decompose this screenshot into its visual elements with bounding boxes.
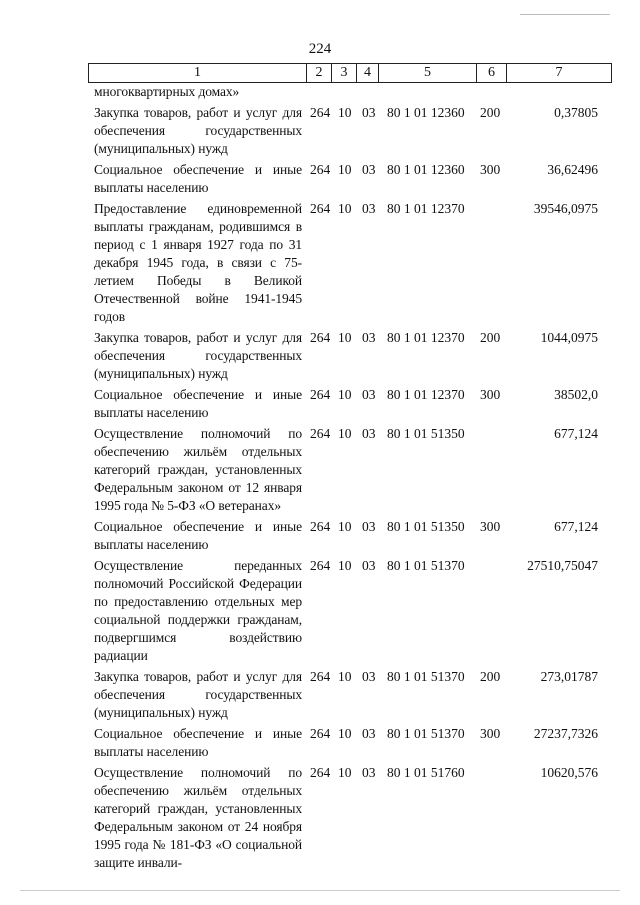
row-cell-c3: 10 [338,201,352,216]
row-cell-c2: 264 [310,426,331,441]
row-cell-c5: 80 1 01 51370 [387,726,465,741]
row-cell-c7: 677,124 [554,519,598,534]
scan-edge-mark [520,14,610,15]
table-row [0,329,640,383]
table-row [0,425,640,515]
row-cell-c7: 27237,7326 [533,726,598,741]
table-row [0,386,640,422]
row-cell-c4: 03 [362,162,376,177]
row-cell-c2: 264 [310,162,331,177]
row-cell-c3: 10 [338,765,352,780]
row-cell-c2: 264 [310,669,331,684]
row-description: Социальное обеспечение и иные выплаты населению [94,162,302,195]
row-cell-c5: 80 1 01 12370 [387,330,465,345]
table-body [0,83,640,875]
table-row [0,161,640,197]
header-col-4: 4 [357,64,379,83]
row-cell-c4: 03 [362,519,376,534]
row-description: Закупка товаров, работ и услуг для обеспечения государственных (муниципальных) нужд [94,669,302,720]
row-cell-c4: 03 [362,426,376,441]
table-row [0,518,640,554]
row-cell-c5: 80 1 01 12360 [387,162,465,177]
row-cell-c7: 273,01787 [540,669,598,684]
row-cell-c7: 10620,576 [540,765,598,780]
row-cell-c4: 03 [362,201,376,216]
row-cell-c3: 10 [338,426,352,441]
row-cell-c3: 10 [338,162,352,177]
row-cell-c2: 264 [310,519,331,534]
table-row [0,668,640,722]
table-row [0,104,640,158]
row-cell-c6: 300 [480,162,501,177]
header-col-5: 5 [379,64,477,83]
row-cell-c5: 80 1 01 51370 [387,669,465,684]
row-cell-c6: 300 [480,726,501,741]
row-cell-c3: 10 [338,558,352,573]
row-cell-c3: 10 [338,669,352,684]
row-cell-c3: 10 [338,726,352,741]
row-cell-c2: 264 [310,558,331,573]
row-description: Осуществление переданных полномочий Российской Федерации по предоставлению отдельных мер социальной поддержки гражданам, подвергшимся воздействию радиации [94,558,302,663]
row-cell-c5: 80 1 01 12360 [387,105,465,120]
row-description: Социальное обеспечение и иные выплаты населению [94,387,302,420]
row-description: Социальное обеспечение и иные выплаты населению [94,519,302,552]
row-cell-c4: 03 [362,726,376,741]
row-description: многоквартирных домах» [94,84,240,99]
table-header [88,63,612,83]
row-cell-c2: 264 [310,201,331,216]
row-cell-c6: 200 [480,105,501,120]
row-cell-c5: 80 1 01 12370 [387,201,465,216]
row-cell-c3: 10 [338,387,352,402]
row-cell-c5: 80 1 01 51760 [387,765,465,780]
header-col-6: 6 [477,64,507,83]
header-col-2: 2 [307,64,332,83]
row-cell-c4: 03 [362,330,376,345]
row-cell-c2: 264 [310,726,331,741]
row-cell-c4: 03 [362,765,376,780]
row-cell-c2: 264 [310,330,331,345]
row-description: Закупка товаров, работ и услуг для обеспечения государственных (муниципальных) нужд [94,330,302,381]
row-cell-c7: 36,62496 [547,162,598,177]
row-cell-c3: 10 [338,105,352,120]
row-description: Закупка товаров, работ и услуг для обеспечения государственных (муниципальных) нужд [94,105,302,156]
row-cell-c3: 10 [338,330,352,345]
page-number: 224 [308,41,332,57]
row-description: Осуществление полномочий по обеспечению жильём отдельных категорий граждан, установленных Федеральным законом от 24 ноября 1995 года № 181-ФЗ «О социальной защите инвали- [94,765,302,870]
row-cell-c6: 200 [480,330,501,345]
row-cell-c5: 80 1 01 51370 [387,558,465,573]
row-cell-c5: 80 1 01 51350 [387,426,465,441]
row-description: Социальное обеспечение и иные выплаты населению [94,726,302,759]
row-cell-c4: 03 [362,105,376,120]
header-col-1: 1 [89,64,307,83]
row-description: Осуществление полномочий по обеспечению жильём отдельных категорий граждан, установленных Федеральным законом от 12 января 1995 года № 5-ФЗ «О ветеранах» [94,426,302,513]
row-cell-c4: 03 [362,387,376,402]
table-row [0,764,640,872]
header-col-7: 7 [507,64,612,83]
row-cell-c7: 1044,0975 [540,330,598,345]
row-cell-c6: 200 [480,669,501,684]
row-cell-c7: 27510,75047 [527,558,598,573]
row-cell-c2: 264 [310,765,331,780]
row-cell-c5: 80 1 01 12370 [387,387,465,402]
header-col-3: 3 [332,64,357,83]
row-description: Предоставление единовременной выплаты гражданам, родившимся в период с 1 января 1927 года по 31 декабря 1945 года, в связи с 75-летием Победы в Великой Отечественной войне 1941-1945 годов [94,201,302,324]
table-row [0,557,640,665]
row-cell-c2: 264 [310,387,331,402]
row-cell-c3: 10 [338,519,352,534]
row-cell-c7: 677,124 [554,426,598,441]
row-cell-c6: 300 [480,519,501,534]
row-cell-c4: 03 [362,669,376,684]
row-cell-c7: 39546,0975 [533,201,598,216]
row-cell-c7: 38502,0 [554,387,598,402]
row-cell-c6: 300 [480,387,501,402]
table-row [0,83,640,101]
row-cell-c4: 03 [362,558,376,573]
scan-edge-mark [20,890,620,891]
table-row [0,200,640,326]
table-row [0,725,640,761]
row-cell-c5: 80 1 01 51350 [387,519,465,534]
row-cell-c2: 264 [310,105,331,120]
row-cell-c7: 0,37805 [554,105,598,120]
